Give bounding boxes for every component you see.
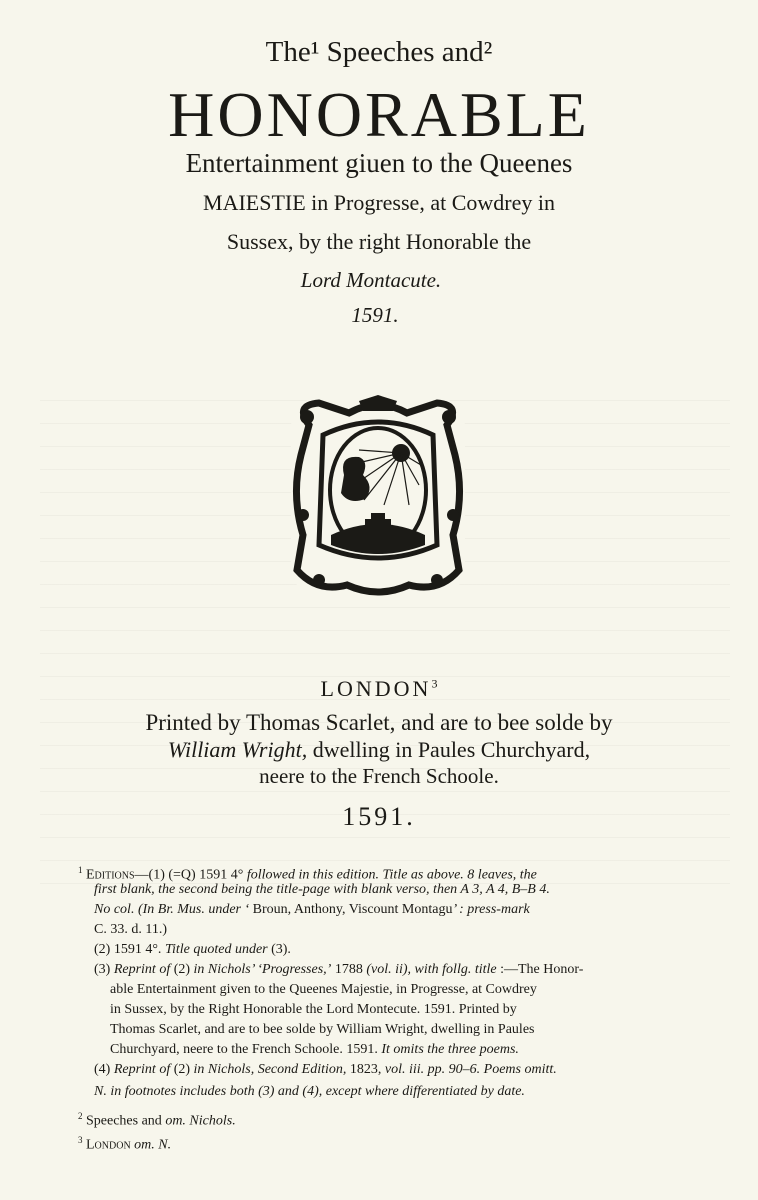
footnote-1-item-3-line-5	[110, 1040, 519, 1060]
footnote-1-text-a: —(1) (=Q) 1591 4°	[134, 867, 247, 883]
footnote-1-text-e: Broun, Anthony, Viscount Montagu	[252, 902, 453, 917]
imprint-year: 1591.	[342, 802, 416, 831]
item-4-d: in Nichols, Second Edition,	[193, 1062, 347, 1077]
footnote-3-text-b: om. N.	[130, 1137, 172, 1153]
item-2-text-c: (3).	[267, 942, 291, 957]
footnote-3	[78, 1130, 698, 1156]
item-3-c: (2)	[170, 962, 194, 977]
item-4-c: (2)	[170, 1062, 194, 1077]
item-3-e: 1788	[331, 962, 367, 977]
footnote-1-item-3-line-1	[94, 960, 583, 980]
title-line-5: Sussex, by the right Honorable the	[226, 229, 532, 254]
title-line-1: The¹ Speeches and²	[265, 36, 493, 68]
note-n-text: N. in footnotes includes both (3) and (4), except where differentiated by date.	[94, 1084, 525, 1099]
london-text: LONDON	[320, 676, 432, 701]
item-3-g: :—The Honor-	[496, 962, 584, 977]
london-note-mark: 3	[431, 676, 438, 691]
footnote-1-text-d: No col. (In Br. Mus. under ‘	[94, 902, 253, 917]
item-4-f: vol. iii. pp. 90–6. Poems omitt.	[384, 1062, 557, 1077]
william-wright: William Wright,	[167, 737, 308, 762]
footnote-1-line-2	[94, 880, 550, 900]
footnote-1-text-f: ’ : press-mark	[452, 902, 530, 917]
footnote-3-mark: 3	[78, 1135, 83, 1145]
footnote-1-mark: 1	[78, 865, 83, 875]
title-line-3: Entertainment giuen to the Queenes	[185, 148, 573, 178]
imprint-line-3: neere to the French Schoole.	[259, 764, 499, 788]
title-lord-montacute: Lord Montacute.	[300, 268, 442, 292]
footnote-2-mark: 2	[78, 1111, 83, 1121]
item-4-b: Reprint of	[113, 1062, 171, 1077]
footnote-1-line-4: C. 33. d. 11.)	[94, 922, 167, 937]
item-3-k: Churchyard, neere to the French Schoole. 1591.	[110, 1042, 382, 1057]
imprint-line-2-rest: dwelling in Paules Churchyard,	[307, 737, 591, 762]
footnote-1-label: Editions	[86, 867, 135, 883]
imprint-line-1: Printed by Thomas Scarlet, and are to bee solde by	[145, 710, 613, 735]
title-line-4: MAIESTIE in Progresse, at Cowdrey in	[203, 190, 555, 215]
item-2-text-b: Title quoted under	[164, 942, 268, 957]
footnote-2-text-b: om. Nichols.	[165, 1113, 236, 1129]
item-4-a: (4)	[94, 1062, 114, 1077]
title-year: 1591.	[351, 303, 399, 327]
item-4-e: 1823,	[346, 1062, 385, 1077]
item-2-text-a: (2) 1591 4°.	[94, 942, 165, 957]
footnote-2	[78, 1106, 698, 1132]
item-3-f: (vol. ii), with follg. title	[366, 962, 497, 977]
imprint-london	[0, 676, 758, 702]
printers-device-woodcut	[289, 395, 467, 599]
item-3-d: in Nichols’ ‘Progresses,’	[193, 962, 332, 977]
footnote-1-item-3-line-2: able Entertainment given to the Queenes Majestie, in Progresse, at Cowdrey	[110, 982, 537, 997]
item-3-l: It omits the three poems.	[381, 1042, 519, 1057]
footnote-2-text-a: Speeches and	[86, 1113, 166, 1129]
footnote-1-line-3	[94, 900, 530, 920]
footnote-1-item-4	[94, 1060, 557, 1080]
footnote-1-note-n	[94, 1082, 525, 1102]
footnote-1-item-3-line-4: Thomas Scarlet, and are to bee solde by William Wright, dwelling in Paules	[110, 1022, 535, 1037]
footnote-1-item-3-line-3: in Sussex, by the Right Honorable the Lord Montecute. 1591. Printed by	[110, 1002, 517, 1017]
footnote-1-text-b: followed in this edition. Title as above. 8 leaves, the	[246, 867, 537, 883]
item-3-a: (3)	[94, 962, 114, 977]
footnote-3-text-a: London	[86, 1137, 131, 1153]
imprint-line-2	[0, 737, 758, 763]
title-honorable: HONORABLE	[168, 79, 590, 150]
footnote-1-text-c: first blank, the second being the title-page with blank verso, then A 3, A 4, B–B 4.	[94, 882, 550, 897]
item-3-b: Reprint of	[113, 962, 171, 977]
footnote-1-item-2	[94, 940, 291, 960]
